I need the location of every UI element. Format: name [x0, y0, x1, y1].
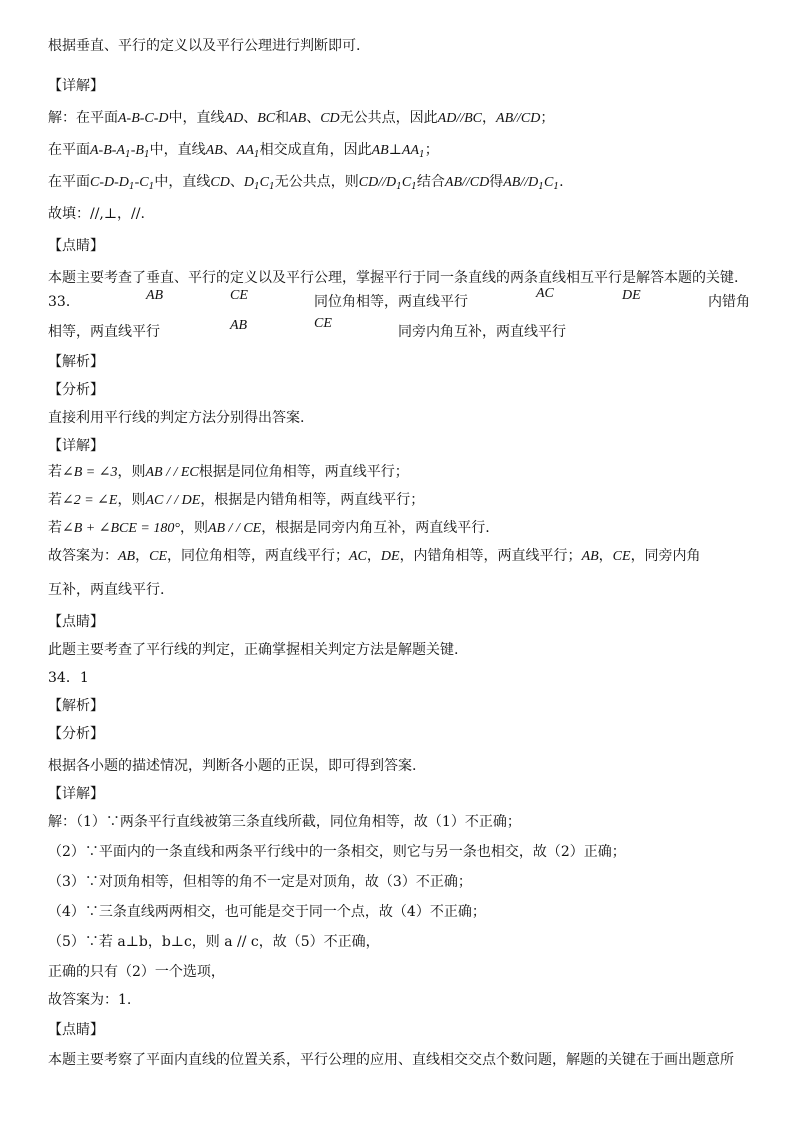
- section-heading-analysis: 【分析】: [48, 726, 104, 742]
- text-line: 根据各小题的描述情况，判断各小题的正误，即可得到答案.: [48, 758, 417, 774]
- question-number: 33．: [48, 294, 80, 310]
- text-line: 解：（1）∵两条平行直线被第三条直线所截，同位角相等，故（1）不正确；: [48, 814, 521, 830]
- text-line: 故填：//,⊥，//.: [48, 206, 145, 222]
- text-line: 本题主要考查了垂直、平行的定义以及平行公理，掌握平行于同一条直线的两条直线相互平行是解答本题的关键.: [48, 270, 739, 286]
- text-line: （5）∵若 a⊥b，b⊥c，则 a // c，故（5）不正确，: [48, 934, 380, 950]
- section-heading-analysis: 【解析】: [48, 698, 104, 714]
- text-line: 解：在平面A-B-C-D中，直线AD、BC和AB、CD无公共点，因此AD//BC，AB//CD；: [48, 110, 555, 126]
- question-number: 34．1: [48, 670, 89, 686]
- text-line: 根据垂直、平行的定义以及平行公理进行判断即可.: [48, 38, 361, 54]
- text-line: 直接利用平行线的判定方法分别得出答案.: [48, 410, 305, 426]
- section-heading-comment: 【点睛】: [48, 614, 104, 630]
- answer-text: 同位角相等，两直线平行: [314, 294, 468, 310]
- answer-blank: DE: [622, 288, 641, 303]
- answer-blank: CE: [314, 316, 332, 331]
- text-line: 若∠B + ∠BCE = 180°，则AB / / CE，根据是同旁内角互补，两直线平行.: [48, 520, 490, 536]
- section-heading-analysis: 【解析】: [48, 354, 104, 370]
- text-line: （4）∵三条直线两两相交，也可能是交于同一个点，故（4）不正确；: [48, 904, 486, 920]
- section-heading-detail: 【详解】: [48, 786, 104, 802]
- text-line: 若∠2 = ∠E，则AC / / DE，根据是内错角相等，两直线平行；: [48, 492, 425, 508]
- text-line: 此题主要考查了平行线的判定，正确掌握相关判定方法是解题关键.: [48, 642, 459, 658]
- answer-blank: AB: [230, 318, 248, 333]
- answer-text: 相等，两直线平行: [48, 324, 160, 340]
- section-heading-comment: 【点睛】: [48, 1022, 104, 1038]
- text-line: 本题主要考察了平面内直线的位置关系，平行公理的应用、直线相交交点个数问题，解题的关键在于画出题意所: [48, 1052, 734, 1068]
- section-heading-comment: 【点睛】: [48, 238, 104, 254]
- text-line: （2）∵平面内的一条直线和两条平行线中的一条相交，则它与另一条也相交，故（2）正确；: [48, 844, 626, 860]
- answer-blank: AB: [146, 288, 164, 303]
- text-line: 故答案为：AB，CE，同位角相等，两直线平行；AC，DE，内错角相等，两直线平行；AB，CE，同旁内角: [48, 548, 701, 564]
- section-heading-analysis: 【分析】: [48, 382, 104, 398]
- text-line: （3）∵对顶角相等，但相等的角不一定是对顶角，故（3）不正确；: [48, 874, 472, 890]
- text-line: 正确的只有（2）一个选项，: [48, 964, 225, 980]
- text-line: 若∠B = ∠3，则AB / / EC根据是同位角相等，两直线平行；: [48, 464, 409, 480]
- answer-text: 内错角: [708, 294, 750, 310]
- section-heading-detail: 【详解】: [48, 438, 104, 454]
- text-line: 在平面$C-D-D_1-C_1$中，直线CD、$D_1C_1$无公共点，则$CD//D_1C_1$结合AB//CD得$AB//D_1C_1$.: [48, 174, 564, 192]
- text-line: 在平面$A-B-A_1-B_1$中，直线AB、$AA_1$相交成直角，因此$AB\perp AA_1$；: [48, 142, 439, 160]
- answer-blank: CE: [230, 288, 248, 303]
- section-heading-detail: 【详解】: [48, 78, 104, 94]
- text-line: 互补，两直线平行.: [48, 582, 165, 598]
- answer-blank: AC: [536, 286, 554, 301]
- text-line: 故答案为：1.: [48, 992, 132, 1008]
- answer-text: 同旁内角互补，两直线平行: [398, 324, 566, 340]
